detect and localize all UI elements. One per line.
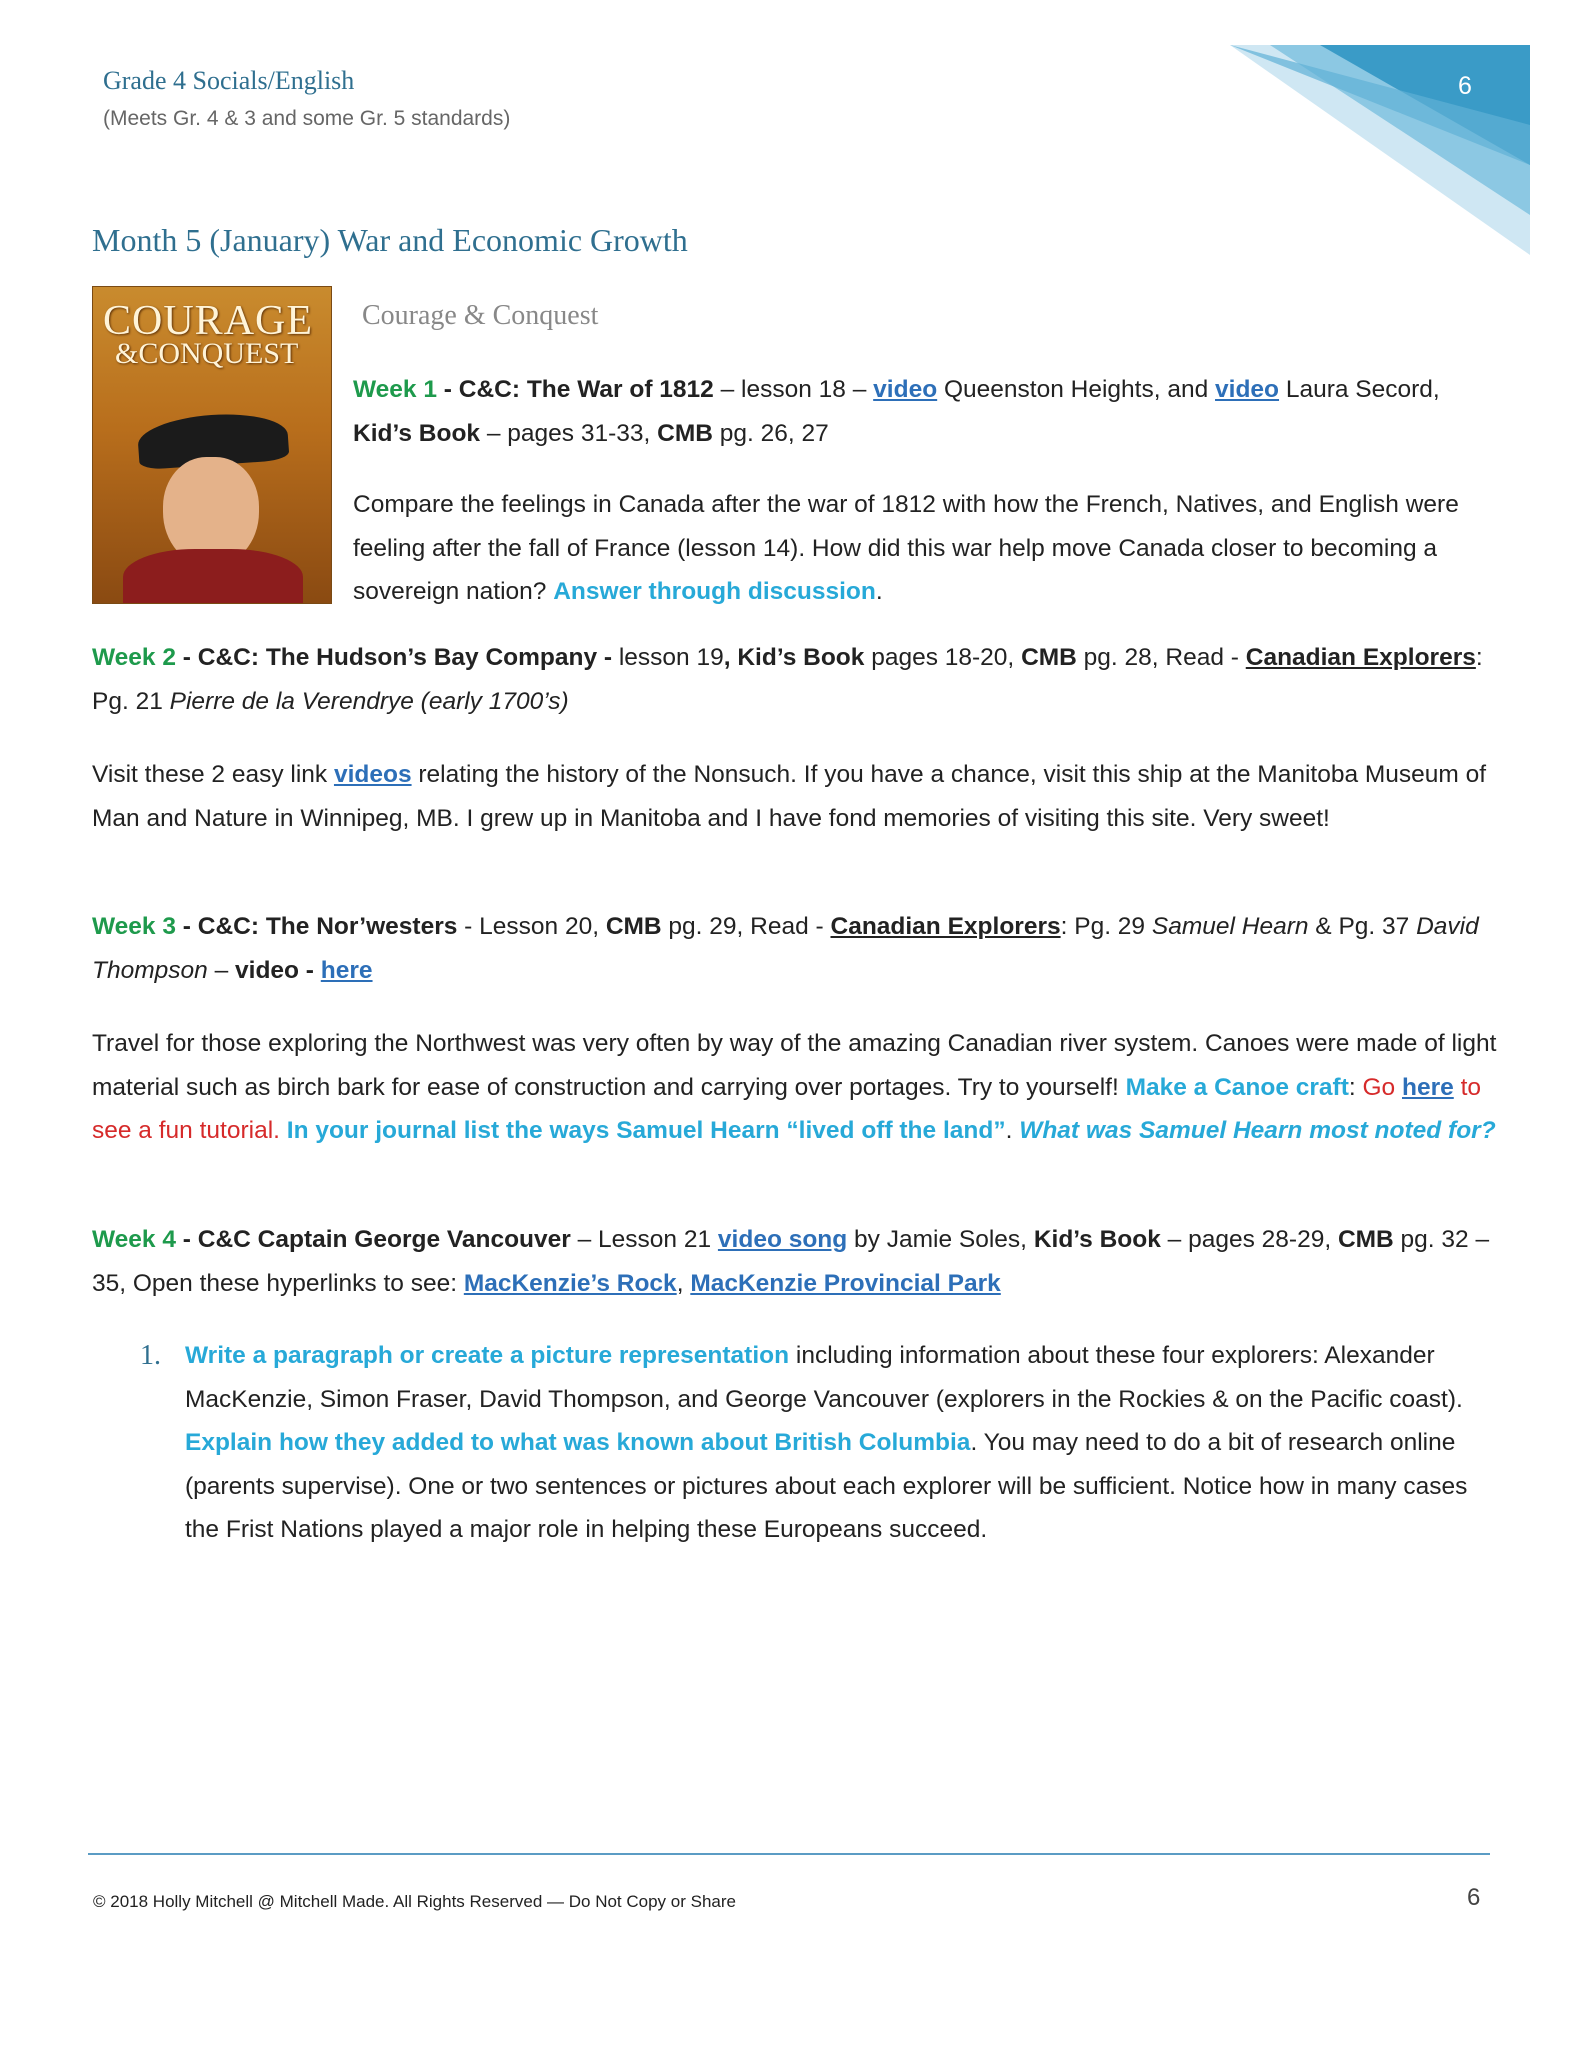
week2-canadian-explorers: Canadian Explorers bbox=[1245, 644, 1476, 671]
week4-kids-book: Kid’s Book bbox=[1033, 1226, 1161, 1253]
week4-paragraph bbox=[92, 1218, 1512, 1305]
week1-video-link-2[interactable]: video bbox=[1215, 376, 1280, 403]
visit-text-2: relating the history of the Nonsuch. If you have a chance, visit this ship at the Manitoba Museum of Man and Nature in Winnipeg, MB. I grew up in Manitoba and I have fond memories of visiting this site. Very sweet! bbox=[92, 761, 1487, 832]
week2-text-4: : Pg. 21 bbox=[92, 644, 1483, 715]
week1-video-link-1[interactable]: video bbox=[873, 376, 938, 403]
travel-paragraph bbox=[92, 1022, 1512, 1153]
section-label: Courage & Conquest bbox=[362, 300, 599, 331]
week1-dash: - bbox=[437, 376, 459, 403]
week1-topic: C&C: The War of 1812 bbox=[458, 376, 714, 403]
header-subtitle: (Meets Gr. 4 & 3 and some Gr. 5 standards) bbox=[103, 107, 511, 130]
week2-text-1: lesson 19 bbox=[612, 644, 724, 671]
week3-text-1: - Lesson 20, bbox=[457, 913, 606, 940]
book-cover-title: COURAGE bbox=[103, 298, 314, 344]
header-title: Grade 4 Socials/English bbox=[103, 66, 355, 95]
corner-decoration bbox=[1230, 45, 1530, 255]
compare-highlight: Answer through discussion bbox=[553, 578, 876, 605]
week2-cmb: CMB bbox=[1021, 644, 1077, 671]
week3-video: video - bbox=[235, 956, 321, 984]
week1-text-5: pg. 26, 27 bbox=[712, 419, 829, 447]
week4-text-3: – pages 28-29, bbox=[1160, 1226, 1338, 1253]
week1-text-3: Laura Secord, bbox=[1279, 376, 1440, 403]
week4-topic: - C&C Captain George Vancouver bbox=[176, 1226, 571, 1253]
video-song-link[interactable]: video song bbox=[717, 1226, 848, 1253]
week3-paragraph bbox=[92, 905, 1512, 992]
week4-text-2: by Jamie Soles, bbox=[847, 1226, 1034, 1253]
list-text-2: . You may need to do a bit of research online (parents supervise). One or two sentences or pictures about each explorer will be sufficient. Notice how in many cases the Frist Nations played a major role in helping these Europeans succeed. bbox=[185, 1429, 1468, 1543]
week4-label: Week 4 bbox=[92, 1226, 176, 1253]
travel-tutorial: to see a fun tutorial. bbox=[92, 1073, 1482, 1144]
week3-cmb: CMB bbox=[605, 913, 662, 940]
book-cover-subtitle: &CONQUEST bbox=[115, 337, 299, 370]
mackenzie-park-link[interactable]: MacKenzie Provincial Park bbox=[690, 1269, 1001, 1297]
canoe-tutorial-link[interactable]: here bbox=[1402, 1073, 1454, 1101]
week1-label: Week 1 bbox=[353, 376, 437, 403]
week1-text-1: – lesson 18 – bbox=[713, 376, 874, 403]
header-page-number: 6 bbox=[1458, 72, 1472, 100]
week3-italic-2: David Thompson bbox=[92, 913, 1479, 984]
canoe-craft-highlight: Make a Canoe craft bbox=[1125, 1073, 1349, 1101]
week3-canadian-explorers: Canadian Explorers bbox=[830, 913, 1061, 940]
list-item-number: 1. bbox=[140, 1340, 161, 1371]
visit-text-1: Visit these 2 easy link bbox=[92, 761, 334, 788]
week3-topic: C&C: The Nor’westers bbox=[197, 913, 458, 940]
hearn-question: What was Samuel Hearn most noted for? bbox=[1019, 1117, 1496, 1144]
journal-highlight: In your journal list the ways Samuel Hearn “lived off the land” bbox=[279, 1117, 1006, 1144]
travel-go: Go bbox=[1362, 1073, 1402, 1101]
week3-here-link[interactable]: here bbox=[320, 956, 373, 984]
week1-text-2: Queenston Heights, and bbox=[937, 376, 1216, 403]
mackenzies-rock-link[interactable]: MacKenzie’s Rock bbox=[463, 1269, 677, 1297]
week4-text-4: pg. 32 – 35, Open these hyperlinks to see: bbox=[92, 1226, 1490, 1297]
week3-text-5: – bbox=[207, 956, 236, 984]
travel-text-3: . bbox=[1005, 1117, 1020, 1144]
week2-label: Week 2 bbox=[92, 644, 176, 671]
week2-topic: - C&C: The Hudson’s Bay Company - bbox=[176, 644, 613, 671]
list-highlight-2: Explain how they added to what was known about British Columbia bbox=[185, 1429, 971, 1456]
footer-divider bbox=[88, 1853, 1490, 1855]
week2-text-2: pages 18-20, bbox=[864, 644, 1022, 671]
month-title: Month 5 (January) War and Economic Growth bbox=[92, 222, 688, 258]
compare-paragraph bbox=[353, 483, 1493, 614]
videos-link[interactable]: videos bbox=[333, 761, 412, 788]
travel-text-1: Travel for those exploring the Northwest was very often by way of the amazing Canadian river system. Canoes were made of light material such as birch bark for ease of construction and carrying over portages. Try to yourself! bbox=[92, 1030, 1497, 1101]
week4-text-5: , bbox=[676, 1269, 691, 1297]
week3-text-4: & Pg. 37 bbox=[1308, 913, 1417, 940]
week1-cmb: CMB bbox=[657, 419, 713, 447]
week2-paragraph bbox=[92, 636, 1512, 723]
travel-text-2: : bbox=[1348, 1073, 1363, 1101]
week3-text-3: : Pg. 29 bbox=[1060, 913, 1152, 940]
week1-text-4: – pages 31-33, bbox=[480, 419, 658, 447]
week3-italic-1: Samuel Hearn bbox=[1151, 913, 1309, 940]
week4-text-1: – Lesson 21 bbox=[570, 1226, 718, 1253]
red-coat-shape bbox=[123, 549, 303, 604]
compare-end: . bbox=[875, 578, 883, 605]
visit-paragraph bbox=[92, 753, 1512, 840]
week4-cmb: CMB bbox=[1337, 1226, 1394, 1253]
week2-kids-book: , Kid’s Book bbox=[723, 644, 865, 671]
list-item bbox=[185, 1334, 1475, 1552]
week3-text-2: pg. 29, Read - bbox=[661, 913, 831, 940]
week2-italic: Pierre de la Verendrye (early 1700’s) bbox=[169, 687, 569, 715]
book-cover-image bbox=[92, 286, 332, 604]
week1-kids-book: Kid’s Book bbox=[353, 419, 481, 447]
list-text-1: including information about these four explorers: Alexander MacKenzie, Simon Fraser, David Thompson, and George Vancouver (explorers in the Rockies & on the Pacific coast). bbox=[185, 1342, 1463, 1413]
list-highlight-1: Write a paragraph or create a picture representation bbox=[185, 1342, 790, 1369]
week1-paragraph bbox=[353, 368, 1493, 455]
footer-page-number: 6 bbox=[1467, 1884, 1481, 1911]
week2-text-3: pg. 28, Read - bbox=[1076, 644, 1246, 671]
compare-text: Compare the feelings in Canada after the war of 1812 with how the French, Natives, and English were feeling after the fall of France (lesson 14). How did this war help move Canada closer to becoming a sovereign nation? bbox=[353, 491, 1459, 605]
week3-dash: - bbox=[176, 913, 198, 940]
week3-label: Week 3 bbox=[92, 913, 176, 940]
footer-copyright: © 2018 Holly Mitchell @ Mitchell Made. All Rights Reserved — Do Not Copy or Share bbox=[93, 1892, 736, 1911]
